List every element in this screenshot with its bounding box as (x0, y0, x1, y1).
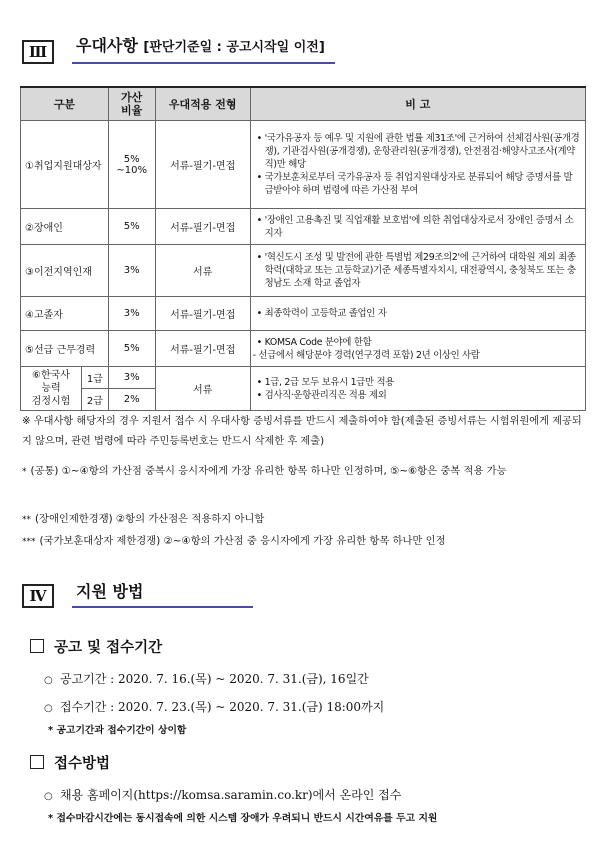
section-3-header (22, 36, 335, 64)
section-number: Ⅲ (22, 40, 54, 64)
header-notes: 비 고 (250, 87, 585, 121)
header-stage: 우대적용 전형 (155, 87, 250, 121)
table-row: ④고졸자 3% 서류-필기-면접 • 최종학력이 고등학교 졸업인 자 (21, 297, 586, 331)
receipt-period: ○ 접수기간 : 2020. 7. 23.(목) ~ 2020. 7. 31.(금) 18:00까지 (44, 700, 385, 714)
section-title: 지원 방법 (72, 582, 253, 608)
table-row: ③이전지역인재 3% 서류 • '혁신도시 조성 및 발전에 관한 특별법 제29조의2'에 근거하여 대학원 제외 최종학력(대학교 또는 고등학교)기준 세종특별자치시, 대전광역시, 충청북도 또는 충청남도 소재 학교 졸업자 (21, 245, 586, 297)
period-heading: 공고 및 접수기간 (30, 636, 162, 657)
circle-bullet-icon: ○ (44, 791, 53, 802)
notice-period: ○ 공고기간 : 2020. 7. 16.(목) ~ 2020. 7. 31.(금), 16일간 (44, 672, 369, 686)
period-emphasis: * 공고기간과 접수기간이 상이함 (48, 725, 187, 736)
table-row: 2급 2% (21, 389, 586, 411)
table-row: ①취업지원대상자 5% ~10% 서류-필기-면접 • '국가유공자 등 예우 및 지원에 관한 법률 제31조'에 근거하여 선체검사원(공개경쟁), 기관검사원(공개경쟁), 운항관리원(공개경쟁), 안전점검·해양사고조사(계약직)만 해당 • 국가보훈처로부터 국가유공자 등 취업지원대상자로 분류되어 해당 증명서를 발급받아야 하며 법령에 따른 가산점 부여 (21, 121, 586, 209)
note-star-2: ** (장애인제한경쟁) ②항의 가산점은 적용하지 아니함 (22, 513, 265, 525)
preference-table (20, 86, 586, 411)
circle-bullet-icon: ○ (44, 675, 53, 686)
checkbox-square-icon (30, 755, 44, 769)
circle-bullet-icon: ○ (44, 703, 53, 714)
section-number: Ⅳ (22, 584, 54, 608)
section-4-header (22, 582, 253, 608)
note-star-1: * (공통) ①~④항의 가산점 중복시 응시자에게 가장 유리한 항목 하나만 인정하며, ⑤~⑥항은 중복 적용 가능 (22, 465, 507, 477)
header-category: 구분 (21, 87, 109, 121)
method-emphasis: * 접수마감시간에는 동시접속에 의한 시스템 장애가 우려되니 반드시 시간여유를 두고 지원 (48, 813, 438, 824)
method-heading: 접수방법 (30, 752, 110, 773)
table-row: ⑤선급 근무경력 5% 서류-필기-면접 • KOMSA Code 분야에 한함 - 선급에서 해당분야 경력(연구경력 포함) 2년 이상인 사람 (21, 331, 586, 367)
note-star-3: *** (국가보훈대상자 제한경쟁) ②~④항의 가산점 중 응시자에게 가장 유리한 항목 하나만 인정 (22, 535, 446, 547)
note-main: ※ 우대사항 해당자의 경우 지원서 접수 시 우대사항 증빙서류를 반드시 제출하여야 함(제출된 증빙서류는 시험위원에게 제공되지 않으며, 관련 법령에 따라 주민등록번호는 반드시 삭제한 후 제출) (22, 416, 582, 447)
section-title: 우대사항 [판단기준일 : 공고시작일 이전] (72, 36, 335, 64)
header-rate: 가산 비율 (108, 87, 155, 121)
table-row: ②장애인 5% 서류-필기-면접 • '장애인 고용촉진 및 직업재활 보호법'에 의한 취업대상자로서 장애인 증명서 소지자 (21, 209, 586, 245)
checkbox-square-icon (30, 639, 44, 653)
table-row: ⑥한국사 능력 검정시험 1급 3% 서류 • 1급, 2급 모두 보유시 1급만 적용 • 검사직·운항관리직은 적용 제외 (21, 367, 586, 389)
online-method: ○ 채용 홈페이지(https://komsa.saramin.co.kr)에서 온라인 접수 (44, 788, 402, 802)
